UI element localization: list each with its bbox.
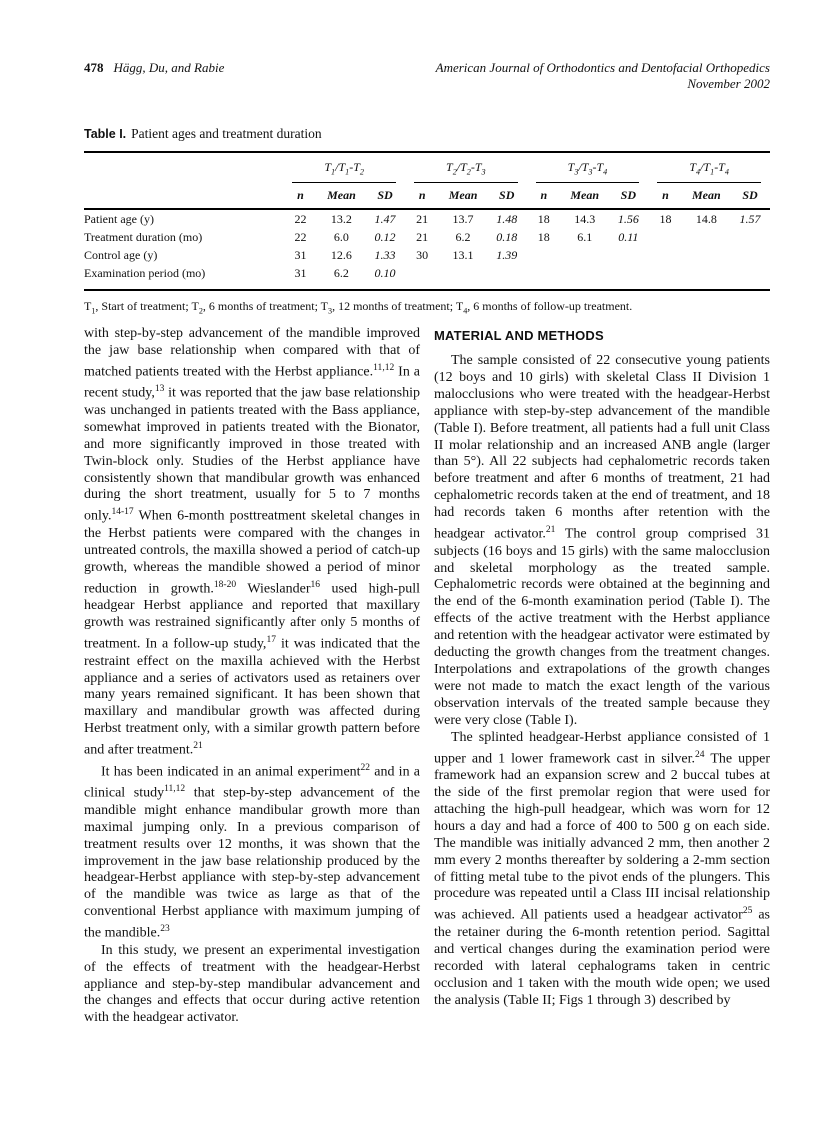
table-cell: 18 [659,212,672,227]
table-cell [487,264,527,290]
column-header: SD [608,184,648,209]
row-label: Examination period (mo) [84,264,283,290]
running-authors: Hägg, Du, and Rabie [113,60,225,75]
table-subheader-row [84,184,770,209]
column-group-header: $T_2/T_2-T_3$ [405,152,527,184]
table-cell: 1.56 [617,212,639,227]
table-footnote: $T_1$, Start of treatment; $T_2$, 6 months of treatment; $T_3$, 12 months of treatment; $T_4$, 6 months of follow-up treatment. [84,299,633,316]
table-cell: 22 [294,212,307,227]
column-header: n [527,184,561,209]
table-group-header-row [84,152,770,184]
table-cell: 13.2 [330,212,352,227]
table-cell [527,264,561,290]
table-cell [439,264,486,290]
table-cell: 30 [416,248,429,263]
running-head [84,60,770,92]
column-header: SD [487,184,527,209]
table-cell: 14.3 [574,212,596,227]
table-cell [648,228,682,246]
table-cell [730,264,770,290]
table-cell: 6.1 [577,230,593,245]
table-cell: 1.48 [496,212,518,227]
table-cell: 14.8 [695,212,717,227]
table-cell: 0.10 [365,264,405,290]
table-cell [608,246,648,264]
table-cell [561,246,608,264]
table-cell [730,228,770,246]
table-cell: 31 [283,264,317,290]
table-cell [683,264,730,290]
table-cell: 1.47 [374,212,396,227]
column-header: Mean [318,184,365,209]
table-corner-cell [84,184,283,209]
table-cell [527,246,561,264]
table-cell: 1.39 [496,248,518,263]
table-row [84,228,770,246]
table-row [84,246,770,264]
table-cell [648,264,682,290]
table-cell: 21 [416,212,429,227]
table-corner-cell [84,152,283,184]
column-header: SD [365,184,405,209]
table-caption-title: Patient ages and treatment duration [131,126,322,141]
paragraph: In this study, we present an experimental investigation of the effects of treatment with the headgear-Herbst appliance and step-by-step mandibular advancement and the changes and effects that occur during active retention with the headgear activator. [84,942,420,1026]
table-cell: 1.57 [739,212,761,227]
table-cell: 0.11 [618,230,639,245]
table-cell [683,228,730,246]
journal-title: American Journal of Orthodontics and Dentofacial Orthopedics [435,60,770,75]
table-cell: 21 [416,230,429,245]
paragraph: The sample consisted of 22 consecutive young patients (12 boys and 10 girls) with skeletal Class II Division 1 malocclusions who were treated with the headgear-Herbst appliance with step-by-step advancement of the mandible (Table I). Before treatment, all patients had a full unit Class II molar relationship and an increased ANB angle (larger than 5°). All 22 subjects had cephalometric records taken before treatment and after 6 months of treatment, 21 had cephalometric records taken at the end of treatment, and 18 had records taken 6 months after retention with the headgear activator.$^{21}$ The control group comprised 31 subjects (16 boys and 15 girls) with the same malocclusion and skeletal morphology as the treated sample. Cephalometric records were obtained at the beginning and the end of the 6-month examination period (Table I). The effects of the active treatment with the Herbst appliance and retention with the headgear activator were estimated by deducting the growth changes from the treatment changes. Interpolations and extrapolations of the growth changes were not made to match the exact length of the various observation intervals of the treated sample because they were very close (Table I). [434,353,770,728]
row-label: Control age (y) [84,248,158,263]
table-cell [608,264,648,290]
table-cell: 18 [537,212,550,227]
table-cell: 12.6 [330,248,352,263]
column-header: n [405,184,439,209]
paragraph: The splinted headgear-Herbst appliance consisted of 1 upper and 1 lower framework cast in silver.$^{24}$ The upper framework had an expansion screw and 2 buccal tubes at the side of the first premolar region that were used for attaching the high-pull headgear, which was worn for 12 hours a day and had a force of 400 to 500 g on each side. The mandible was initially advanced 2 mm, then another 2 mm every 2 months thereafter by soldering a 2-mm section of fitting metal tube to the pivot ends of the plungers. This procedure was repeated until a Class III incisal relationship was achieved. All patients used a headgear activator$^{25}$ as the retainer during the 6-month retention period. Sagittal and vertical changes during the examination period were recorded with lateral cephalograms taken in centric occlusion and 1 taken with the mouth wide open; we used the analysis (Table II; Figs 1 through 3) described by [434,729,770,1008]
table-cell [730,246,770,264]
column-header: n [648,184,682,209]
table-block [84,126,770,316]
column-header: n [283,184,317,209]
left-column [84,326,420,1027]
table-cell: 0.12 [374,230,396,245]
page-number: 478 [84,60,104,75]
right-column [434,326,770,1027]
column-group-header: $T_3/T_3-T_4$ [527,152,649,184]
table-cell: 1.33 [374,248,396,263]
table-cell: 0.18 [496,230,518,245]
table-cell: 6.2 [318,264,365,290]
column-header: Mean [683,184,730,209]
table-cell: 13.1 [452,248,474,263]
column-group-header: $T_4/T_1-T_4$ [648,152,770,184]
table-caption [84,126,770,142]
table-row [84,209,770,228]
table-cell: 6.0 [333,230,349,245]
paragraph: It has been indicated in an animal experiment$^{22}$ and in a clinical study$^{11,12}$ that step-by-step advancement of the mandible might enhance mandibular growth more than maximal jumping only. In a previous comparison of treatment results over 12 months, it was shown that the improvement in the jaw base relationship produced by the headgear-Herbst appliance with step-by-step advancement of the mandible was twice as large as that of the conventional Herbst appliance with maximum jumping of the mandible.$^{23}$ [84,762,420,941]
article-body [84,326,770,1027]
table-row [84,264,770,290]
row-label: Patient age (y) [84,212,154,227]
table-cell [648,246,682,264]
running-head-left [84,60,224,76]
issue-date: November 2002 [687,76,770,91]
table-cell: 22 [294,230,307,245]
table-cell: 13.7 [452,212,474,227]
column-header: SD [730,184,770,209]
column-header: Mean [439,184,486,209]
table-cell: 31 [294,248,307,263]
table-cell [405,264,439,290]
row-label: Treatment duration (mo) [84,230,203,245]
table-caption-label: Table I. [84,127,127,141]
table-cell [561,264,608,290]
table-cell: 18 [537,230,550,245]
running-head-right [436,60,770,92]
patient-ages-table [84,151,770,291]
section-heading: MATERIAL AND METHODS [434,328,604,343]
column-header: Mean [561,184,608,209]
paragraph: with step-by-step advancement of the mandible improved the jaw base relationship when compared with that of matched patients treated with the Herbst appliance.$^{11,12}$ In a recent study,$^{13}$ it was reported that the jaw base relationship was unchanged in patients treated with the Bass appliance, somewhat improved in patients treated with the Bionator, and more significantly improved in those treated with Twin-block only. Studies of the Herbst appliance have consistently shown that mandibular growth was enhanced during the short treatment, usually for 5 to 7 months only.$^{14-17}$ When 6-month posttreatment skeletal changes in the Herbst patients were compared with the changes in untreated controls, the maxilla showed a period of catch-up growth, whereas the mandible showed a period of minor reduction in growth.$^{18-20}$ Wieslander$^{16}$ used high-pull headgear Herbst appliance and reported that maxillary growth was restrained significantly after only 5 months of treatment. In a follow-up study,$^{17}$ it was indicated that the restraint effect on the maxilla achieved with the Herbst appliance and a series of activators used as retainers over many years remained significant. It has been shown that maxillary and mandibular growth was affected during Herbst treatment only, with a similar growth pattern before and after treatment.$^{21}$ [84,326,420,758]
table-cell: 6.2 [455,230,471,245]
table-cell [683,246,730,264]
column-group-header: $T_1/T_1-T_2$ [283,152,405,184]
